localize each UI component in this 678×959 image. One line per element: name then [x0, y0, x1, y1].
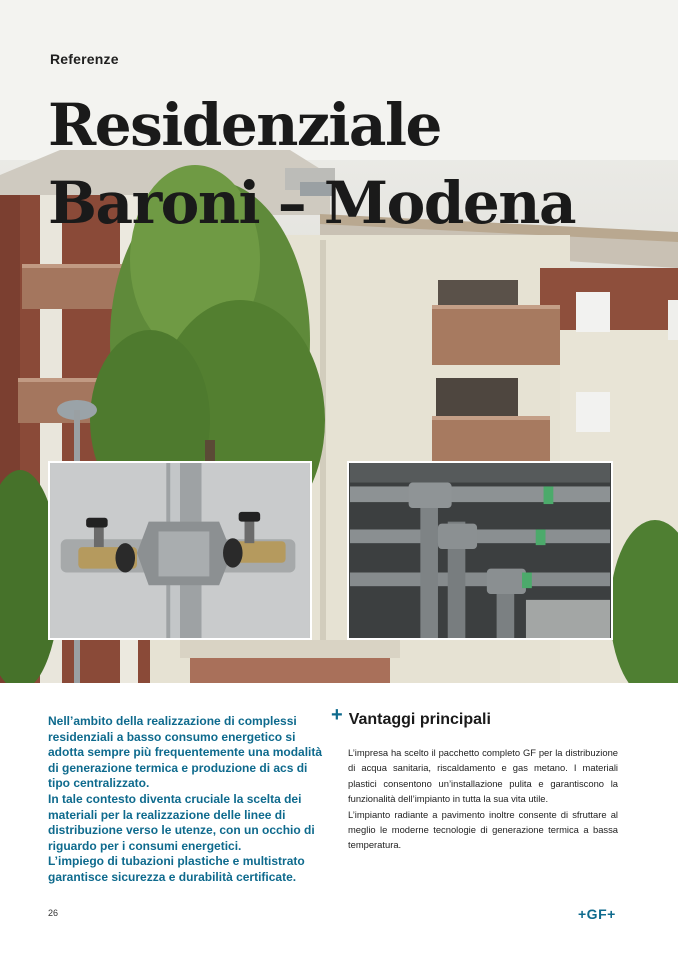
section-kicker: Referenze	[50, 51, 119, 67]
intro-paragraph-2: In tale contesto diventa cruciale la scelta dei materiali per la realizzazione delle linee di distribuzione verso le utenze, con un occhio di riguardo per i consumi energetici.	[48, 791, 315, 853]
gf-logo: +GF+	[578, 906, 616, 922]
page-number: 26	[48, 908, 59, 918]
advantages-heading	[331, 704, 491, 730]
page-title	[48, 86, 668, 242]
plastic-pipes-photo	[347, 461, 613, 640]
advantages-title: Vantaggi principali	[348, 711, 491, 728]
advantages-paragraph-1: L’impresa ha scelto il pacchetto completo GF per la distribuzione di acqua sanitaria, riscaldamento e gas metano. I materiali plastici consentono un’installazione pulita e garantiscono la funzionalità dell’impianto in tutta la sua vita utile.	[348, 747, 618, 805]
plus-icon: +	[331, 704, 343, 726]
intro-text	[48, 714, 323, 886]
advantages-paragraph-2: L’impianto radiante a pavimento inoltre consente di sfruttare al meglio le moderne tecnologie di generazione termica a bassa temperatura.	[348, 808, 618, 851]
title-line-2: Baroni – Modena	[48, 169, 576, 237]
intro-paragraph-3: L’impiego di tubazioni plastiche e multistrato garantisce sicurezza e durabilità certificate.	[48, 854, 305, 884]
intro-paragraph-1: Nell’ambito della realizzazione di complessi residenziali a basso consumo energetico si adotta sempre più frequentemente una modalità di generazione termica e produzione di acs di tipo centralizzato.	[48, 714, 323, 791]
valve-fitting-photo	[48, 461, 312, 640]
title-line-1: Residenziale	[48, 91, 441, 159]
advantages-body	[348, 745, 618, 853]
